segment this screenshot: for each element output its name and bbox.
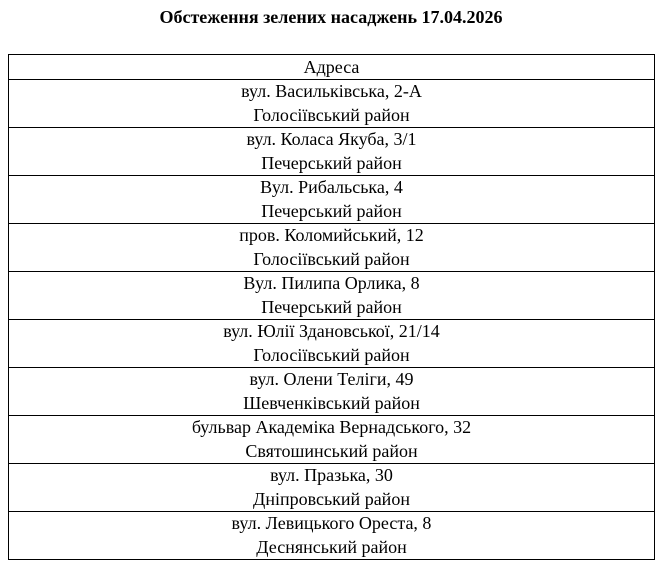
table-row (9, 80, 655, 128)
table-row (9, 320, 655, 368)
address-cell (9, 272, 655, 320)
district-name: Голосіївський район (253, 344, 410, 365)
table-header-row (9, 55, 655, 80)
address-cell (9, 80, 655, 128)
address-cell (9, 512, 655, 560)
district-name: Печерський район (261, 296, 402, 317)
district-name: Печерський район (261, 152, 402, 173)
address-cell (9, 464, 655, 512)
district-name: Голосіївський район (253, 104, 410, 125)
street-address: вул. Левицького Ореста, 8 (231, 513, 432, 533)
district-name: Печерський район (261, 200, 402, 221)
table-row (9, 416, 655, 464)
table-row (9, 272, 655, 320)
address-table (8, 54, 655, 560)
address-cell (9, 368, 655, 416)
address-column-header: Адреса (9, 55, 655, 80)
document-title: Обстеження зелених насаджень 17.04.2026 (159, 7, 503, 27)
district-name: Святошинський район (245, 440, 418, 461)
street-address: вул. Празька, 30 (270, 465, 393, 485)
street-address: вул. Юлії Здановської, 21/14 (223, 321, 440, 341)
address-cell (9, 320, 655, 368)
address-cell (9, 176, 655, 224)
table-row (9, 128, 655, 176)
table-row (9, 464, 655, 512)
table-row (9, 368, 655, 416)
district-name: Дніпровський район (253, 488, 410, 509)
street-address: пров. Коломийський, 12 (239, 225, 424, 245)
district-name: Деснянський район (256, 536, 407, 557)
table-row (9, 176, 655, 224)
street-address: Вул. Пилипа Орлика, 8 (243, 273, 420, 293)
address-cell (9, 416, 655, 464)
street-address: вул. Коласа Якуба, 3/1 (246, 129, 417, 149)
street-address: бульвар Академіка Вернадського, 32 (191, 417, 472, 437)
street-address: вул. Васильківська, 2-А (241, 81, 422, 101)
district-name: Голосіївський район (253, 248, 410, 269)
street-address: вул. Олени Теліги, 49 (249, 369, 414, 389)
table-row (9, 224, 655, 272)
table-row (9, 512, 655, 560)
district-name: Шевченківський район (243, 392, 420, 413)
address-cell (9, 128, 655, 176)
street-address: Вул. Рибальська, 4 (260, 177, 403, 197)
address-cell (9, 224, 655, 272)
